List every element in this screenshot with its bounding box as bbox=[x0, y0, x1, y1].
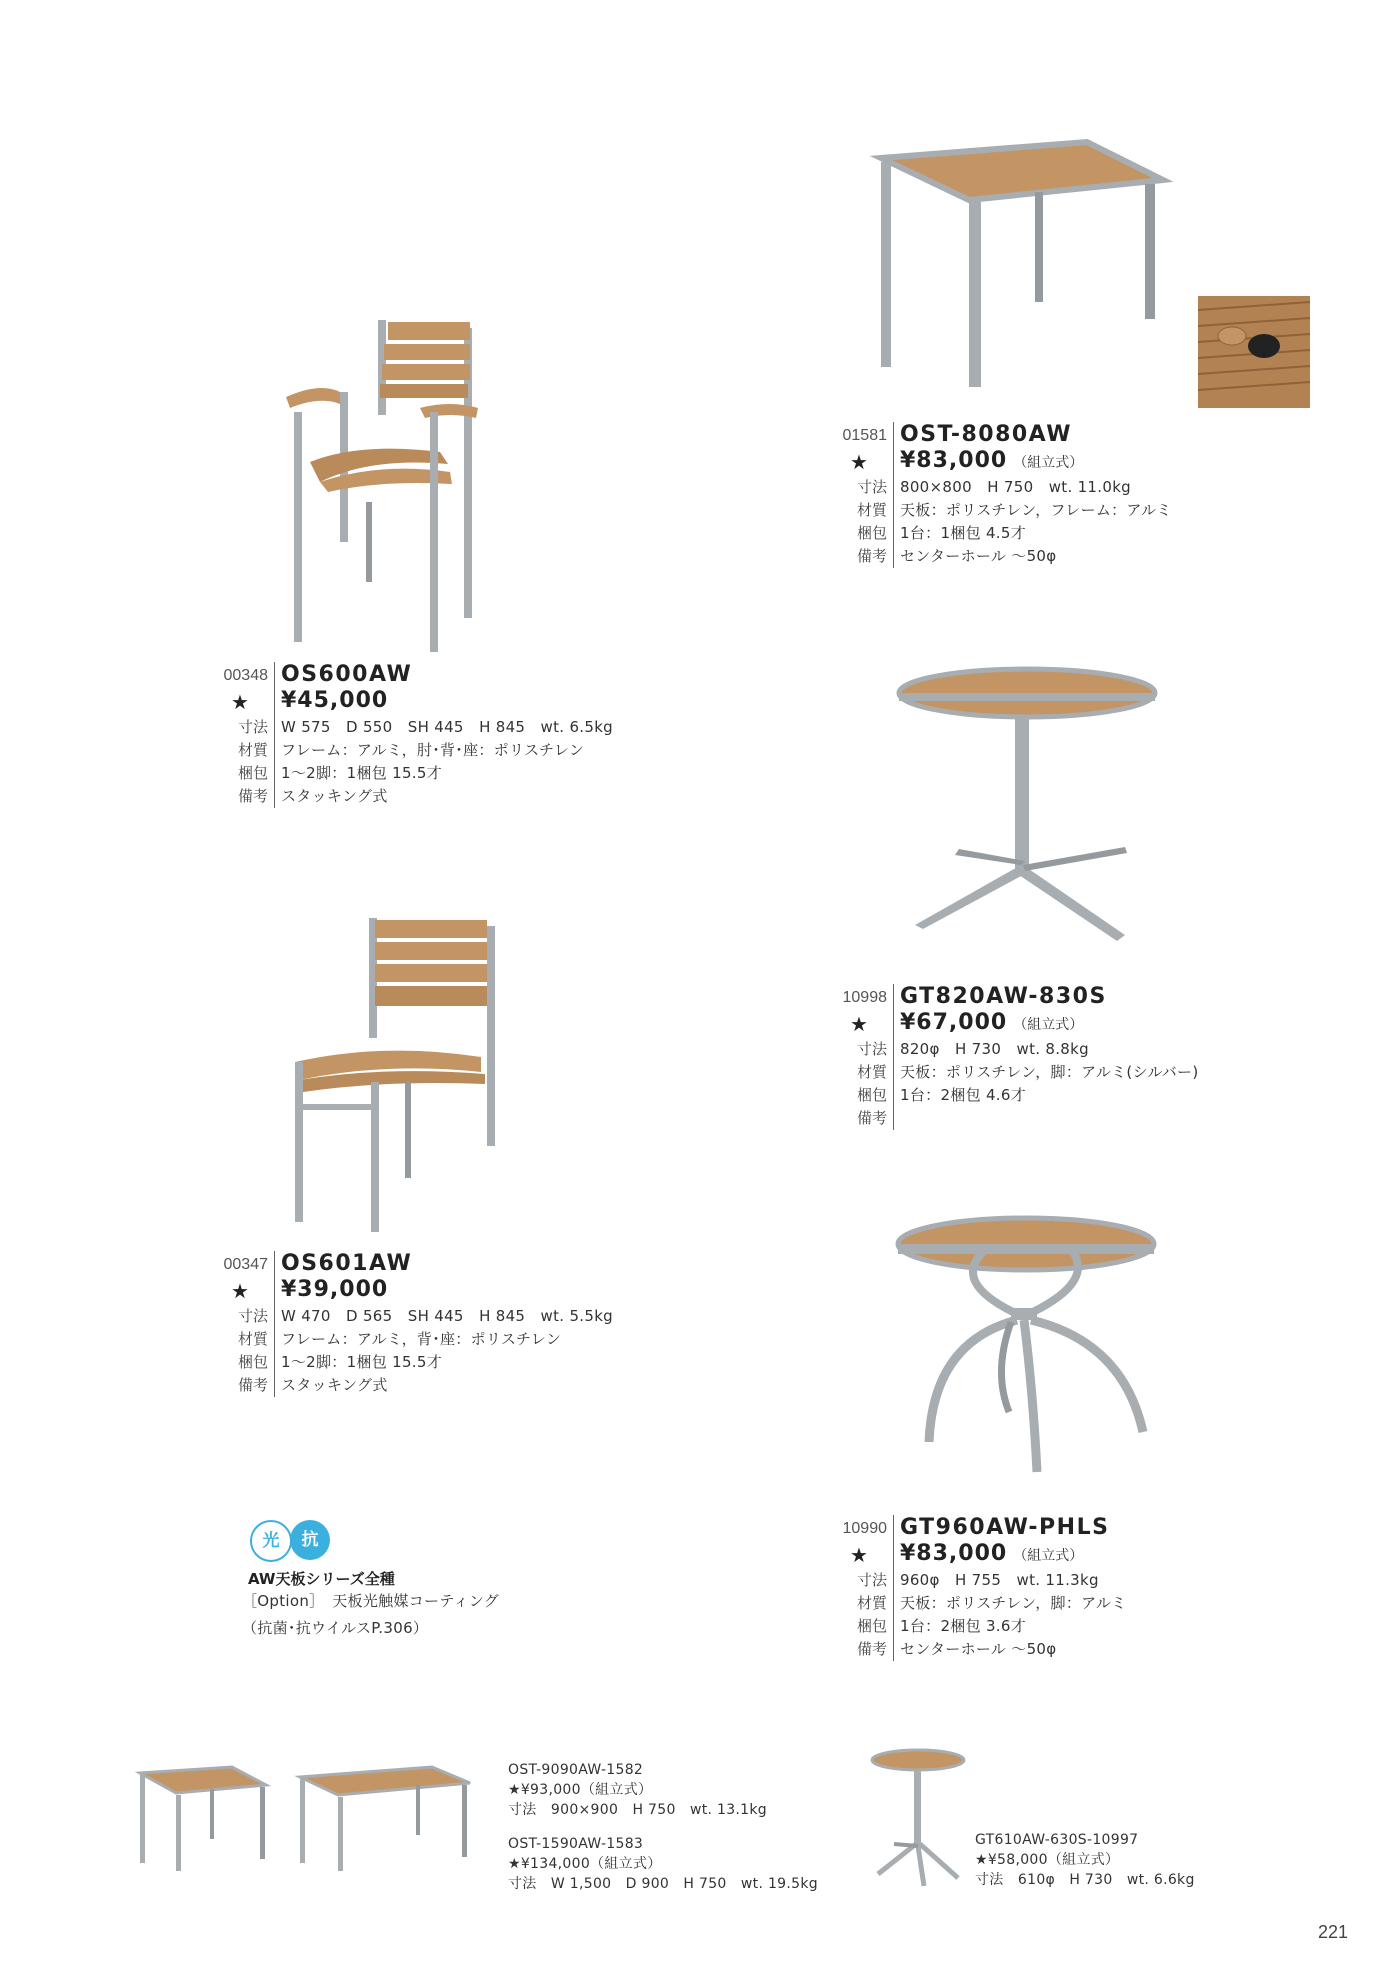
ost1590aw-table-image bbox=[296, 1765, 471, 1875]
item-price: ★¥134,000（組立式） bbox=[508, 1856, 662, 1872]
item-name: OST-1590AW-1583 bbox=[508, 1836, 644, 1852]
product-ost8080aw bbox=[831, 422, 1172, 568]
spec-label: 備考 bbox=[237, 787, 268, 805]
spec-value: 960φ H 755 wt. 11.3kg bbox=[893, 1569, 1099, 1592]
spec-label: 材質 bbox=[856, 1594, 887, 1612]
spec-label: 梱包 bbox=[856, 1086, 887, 1104]
option-coating-text: ［Option］ 天板光触媒コーティング bbox=[242, 1592, 500, 1610]
light-badge-icon: 光 bbox=[250, 1520, 292, 1562]
ost9090aw-table-image bbox=[136, 1765, 271, 1875]
spec-value: センターホール ～50φ bbox=[893, 545, 1056, 568]
spec-value: 1～2脚：1梱包 15.5才 bbox=[274, 762, 442, 785]
price: ¥67,000 （組立式） bbox=[893, 1010, 1083, 1038]
product-os600aw bbox=[212, 662, 613, 808]
product-gt960aw bbox=[831, 1515, 1126, 1661]
model-name: GT820AW-830S bbox=[893, 984, 1107, 1010]
spec-value: 1台：2梱包 4.6才 bbox=[893, 1084, 1026, 1107]
small-item-gt610 bbox=[975, 1830, 1195, 1890]
spec-label: 材質 bbox=[237, 741, 268, 759]
spec-value: W 470 D 565 SH 445 H 845 wt. 5.5kg bbox=[274, 1305, 613, 1328]
spec-value: フレーム：アルミ，背･座：ポリスチレン bbox=[274, 1328, 561, 1351]
spec-label: 備考 bbox=[856, 1640, 887, 1658]
spec-value: 天板：ポリスチレン，フレーム：アルミ bbox=[893, 499, 1172, 522]
model-name: OST-8080AW bbox=[893, 422, 1072, 448]
spec-label: 備考 bbox=[856, 547, 887, 565]
star-icon: ★ bbox=[231, 1279, 249, 1303]
spec-value: 800×800 H 750 wt. 11.0kg bbox=[893, 476, 1131, 499]
price: ¥39,000 bbox=[274, 1277, 394, 1305]
star-icon: ★ bbox=[231, 690, 249, 714]
star-icon: ★ bbox=[850, 1543, 868, 1567]
spec-label: 材質 bbox=[856, 501, 887, 519]
os600aw-chair-image bbox=[280, 312, 500, 652]
spec-value: スタッキング式 bbox=[274, 1374, 388, 1397]
item-name: GT610AW-630S-10997 bbox=[975, 1832, 1139, 1848]
spec-value: 天板：ポリスチレン，脚：アルミ bbox=[893, 1592, 1126, 1615]
price: ¥83,000 （組立式） bbox=[893, 448, 1083, 476]
page-number: 221 bbox=[1318, 1922, 1349, 1942]
item-size: 寸法 900×900 H 750 wt. 13.1kg bbox=[508, 1802, 767, 1818]
spec-label: 備考 bbox=[856, 1109, 887, 1127]
antibacterial-badge-icon: 抗 bbox=[290, 1520, 330, 1560]
product-code: 00348 bbox=[223, 667, 268, 684]
spec-label: 寸法 bbox=[856, 478, 887, 496]
spec-value: センターホール ～50φ bbox=[893, 1638, 1056, 1661]
product-os601aw bbox=[212, 1251, 613, 1397]
os601aw-chair-image bbox=[285, 912, 505, 1232]
product-code: 01581 bbox=[842, 427, 887, 444]
spec-label: 寸法 bbox=[856, 1040, 887, 1058]
product-gt820aw bbox=[831, 984, 1199, 1130]
spec-value: フレーム：アルミ，肘･背･座：ポリスチレン bbox=[274, 739, 584, 762]
spec-label: 材質 bbox=[856, 1063, 887, 1081]
star-icon: ★ bbox=[850, 450, 868, 474]
item-price: ★¥93,000（組立式） bbox=[508, 1782, 653, 1798]
model-name: OS601AW bbox=[274, 1251, 412, 1277]
spec-label: 材質 bbox=[237, 1330, 268, 1348]
center-hole-detail-image bbox=[1198, 296, 1310, 408]
gt820aw-table-image bbox=[895, 665, 1165, 955]
item-size: 寸法 W 1,500 D 900 H 750 wt. 19.5kg bbox=[508, 1876, 818, 1892]
gt960aw-table-image bbox=[893, 1212, 1173, 1482]
price: ¥45,000 bbox=[274, 688, 394, 716]
spec-label: 寸法 bbox=[856, 1571, 887, 1589]
product-code: 10990 bbox=[842, 1520, 887, 1537]
spec-value bbox=[893, 1107, 900, 1130]
spec-value: 1～2脚：1梱包 15.5才 bbox=[274, 1351, 442, 1374]
item-price: ★¥58,000（組立式） bbox=[975, 1852, 1120, 1868]
spec-label: 備考 bbox=[237, 1376, 268, 1394]
spec-label: 梱包 bbox=[237, 1353, 268, 1371]
spec-label: 寸法 bbox=[237, 1307, 268, 1325]
spec-value: 1台：1梱包 4.5才 bbox=[893, 522, 1026, 545]
item-name: OST-9090AW-1582 bbox=[508, 1762, 644, 1778]
spec-value: 820φ H 730 wt. 8.8kg bbox=[893, 1038, 1089, 1061]
star-icon: ★ bbox=[850, 1012, 868, 1036]
option-series-title: AW天板シリーズ全種 bbox=[248, 1570, 395, 1588]
gt610aw-table-image bbox=[868, 1748, 968, 1888]
spec-value: 天板：ポリスチレン，脚：アルミ(シルバー) bbox=[893, 1061, 1199, 1084]
spec-label: 梱包 bbox=[856, 1617, 887, 1635]
ost8080aw-table-image bbox=[875, 140, 1165, 390]
product-code: 10998 bbox=[842, 989, 887, 1006]
spec-label: 寸法 bbox=[237, 718, 268, 736]
option-reference-text: （抗菌･抗ウイルスP.306） bbox=[242, 1619, 429, 1637]
spec-value: 1台：2梱包 3.6才 bbox=[893, 1615, 1026, 1638]
model-name: GT960AW-PHLS bbox=[893, 1515, 1109, 1541]
price: ¥83,000 （組立式） bbox=[893, 1541, 1083, 1569]
spec-label: 梱包 bbox=[237, 764, 268, 782]
small-item-ost9090 bbox=[508, 1760, 767, 1820]
spec-value: スタッキング式 bbox=[274, 785, 388, 808]
model-name: OS600AW bbox=[274, 662, 412, 688]
product-code: 00347 bbox=[223, 1256, 268, 1273]
item-size: 寸法 610φ H 730 wt. 6.6kg bbox=[975, 1872, 1195, 1888]
photocatalyst-badges bbox=[250, 1520, 330, 1562]
spec-value: W 575 D 550 SH 445 H 845 wt. 6.5kg bbox=[274, 716, 613, 739]
spec-label: 梱包 bbox=[856, 524, 887, 542]
small-item-ost1590 bbox=[508, 1834, 818, 1894]
